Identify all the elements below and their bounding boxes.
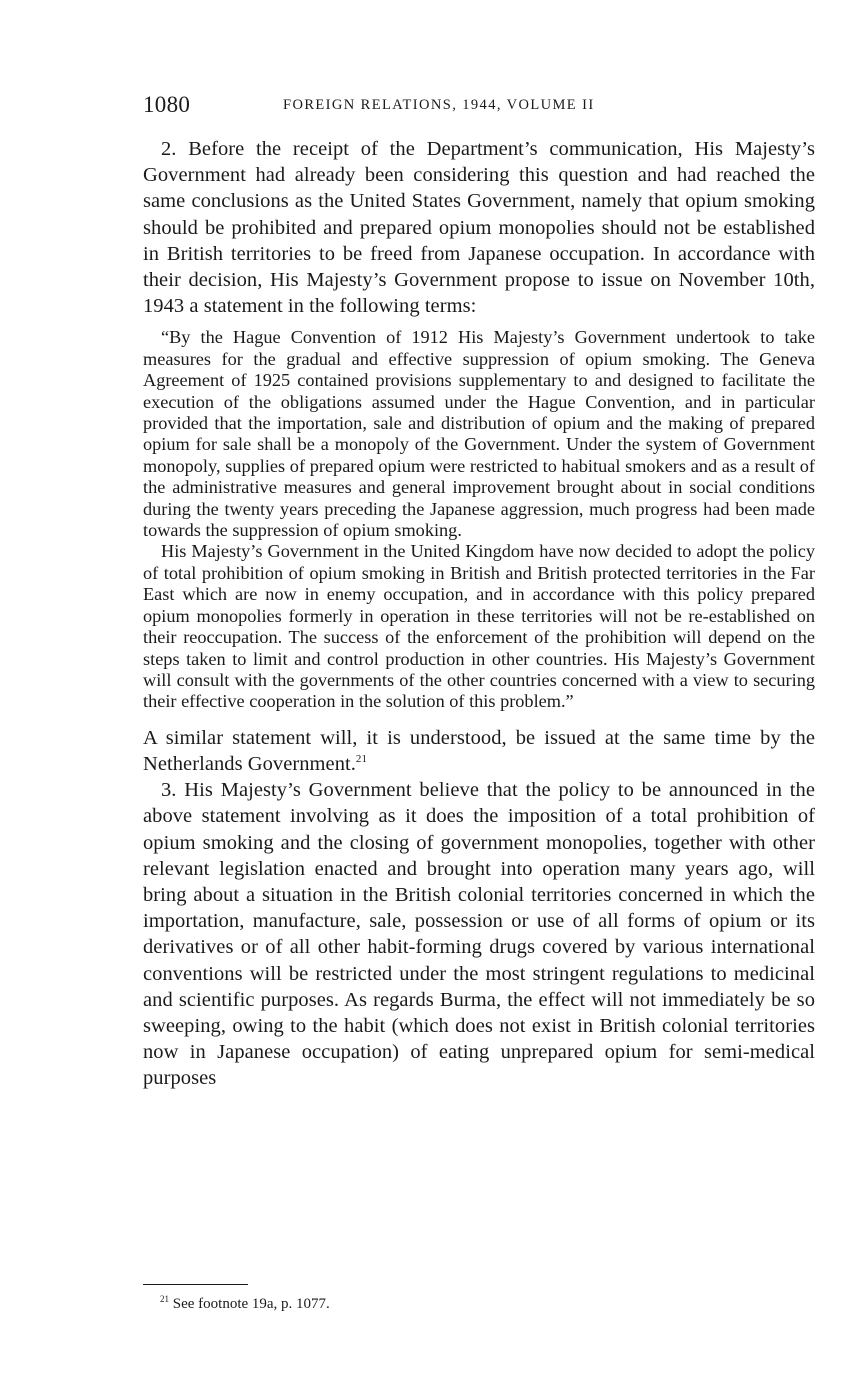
footnote <box>160 1294 330 1314</box>
footnote-divider <box>143 1284 248 1285</box>
body-text <box>143 136 815 1092</box>
after-quote-text: A similar statement will, it is understood, be issued at the same time by the Netherlands Government. <box>143 726 815 775</box>
page-header <box>143 92 818 122</box>
paragraph-3: 3. His Majesty’s Government believe that the policy to be announced in the above statement involving as it does the imposition of a total prohibition of opium smoking and the closing of government monopolies, together with other relevant legislation enacted and brought into operation many years ago, will bring about a situation in the British colonial territories concerned in which the importation, manufacture, sale, possession or use of all forms of opium or its derivatives or of all other habit-forming drugs covered by various international conventions will be restricted under the most stringent regulations to medicinal and scientific purposes. As regards Burma, the effect will not immediately be so sweeping, owing to the habit (which does not exist in British colonial territories now in Japanese occupation) of eating unprepared opium for semi-medical purposes <box>143 779 815 1090</box>
footnote-marker: 21 <box>160 1294 169 1304</box>
paragraph-after-quote <box>143 725 815 777</box>
running-head: FOREIGN RELATIONS, 1944, VOLUME II <box>283 97 595 113</box>
footnote-text: See footnote 19a, p. 1077. <box>172 1296 330 1312</box>
quote-paragraph-2: His Majesty’s Government in the United Kingdom have now decided to adopt the policy of total prohibition of opium smoking in British and British protected territories in the Far East which are now in enemy occupation, and in accordance with this policy prepared opium monopolies formerly in operation in these territories will not be re-established on their reoccupation. The success of the enforcement of the prohibition will depend on the steps taken to limit and control production in other countries. His Majesty’s Government will consult with the governments of the other countries concerned with a view to securing their effective cooperation in the solution of this problem.” <box>143 541 815 712</box>
quoted-statement <box>143 327 815 712</box>
page-number: 1080 <box>143 92 191 117</box>
paragraph-2: 2. Before the receipt of the Department’s communication, His Majesty’s Government had already been considering this question and had reached the same conclusions as the United States Government, namely that opium smoking should be prohibited and prepared opium monopolies should not be established in British territories to be freed from Japanese occupation. In accordance with their decision, His Majesty’s Government propose to issue on November 10th, 1943 a statement in the following terms: <box>143 138 815 318</box>
quote-paragraph-1: “By the Hague Convention of 1912 His Majesty’s Government undertook to take measures for the gradual and effective suppression of opium smoking. The Geneva Agreement of 1925 contained provisions supplementary to and designed to facilitate the execution of the obligations assumed under the Hague Convention, and in particular provided that the importation, sale and distribution of opium and the making of prepared opium for sale shall be a monopoly of the Government. Under the system of Government monopoly, supplies of prepared opium were restricted to habitual smokers and as a result of the administrative measures and general improvement brought about in social conditions during the twenty years preceding the Japanese aggression, much progress had been made towards the suppression of opium smoking. <box>143 327 815 541</box>
footnote-reference: 21 <box>355 753 368 766</box>
